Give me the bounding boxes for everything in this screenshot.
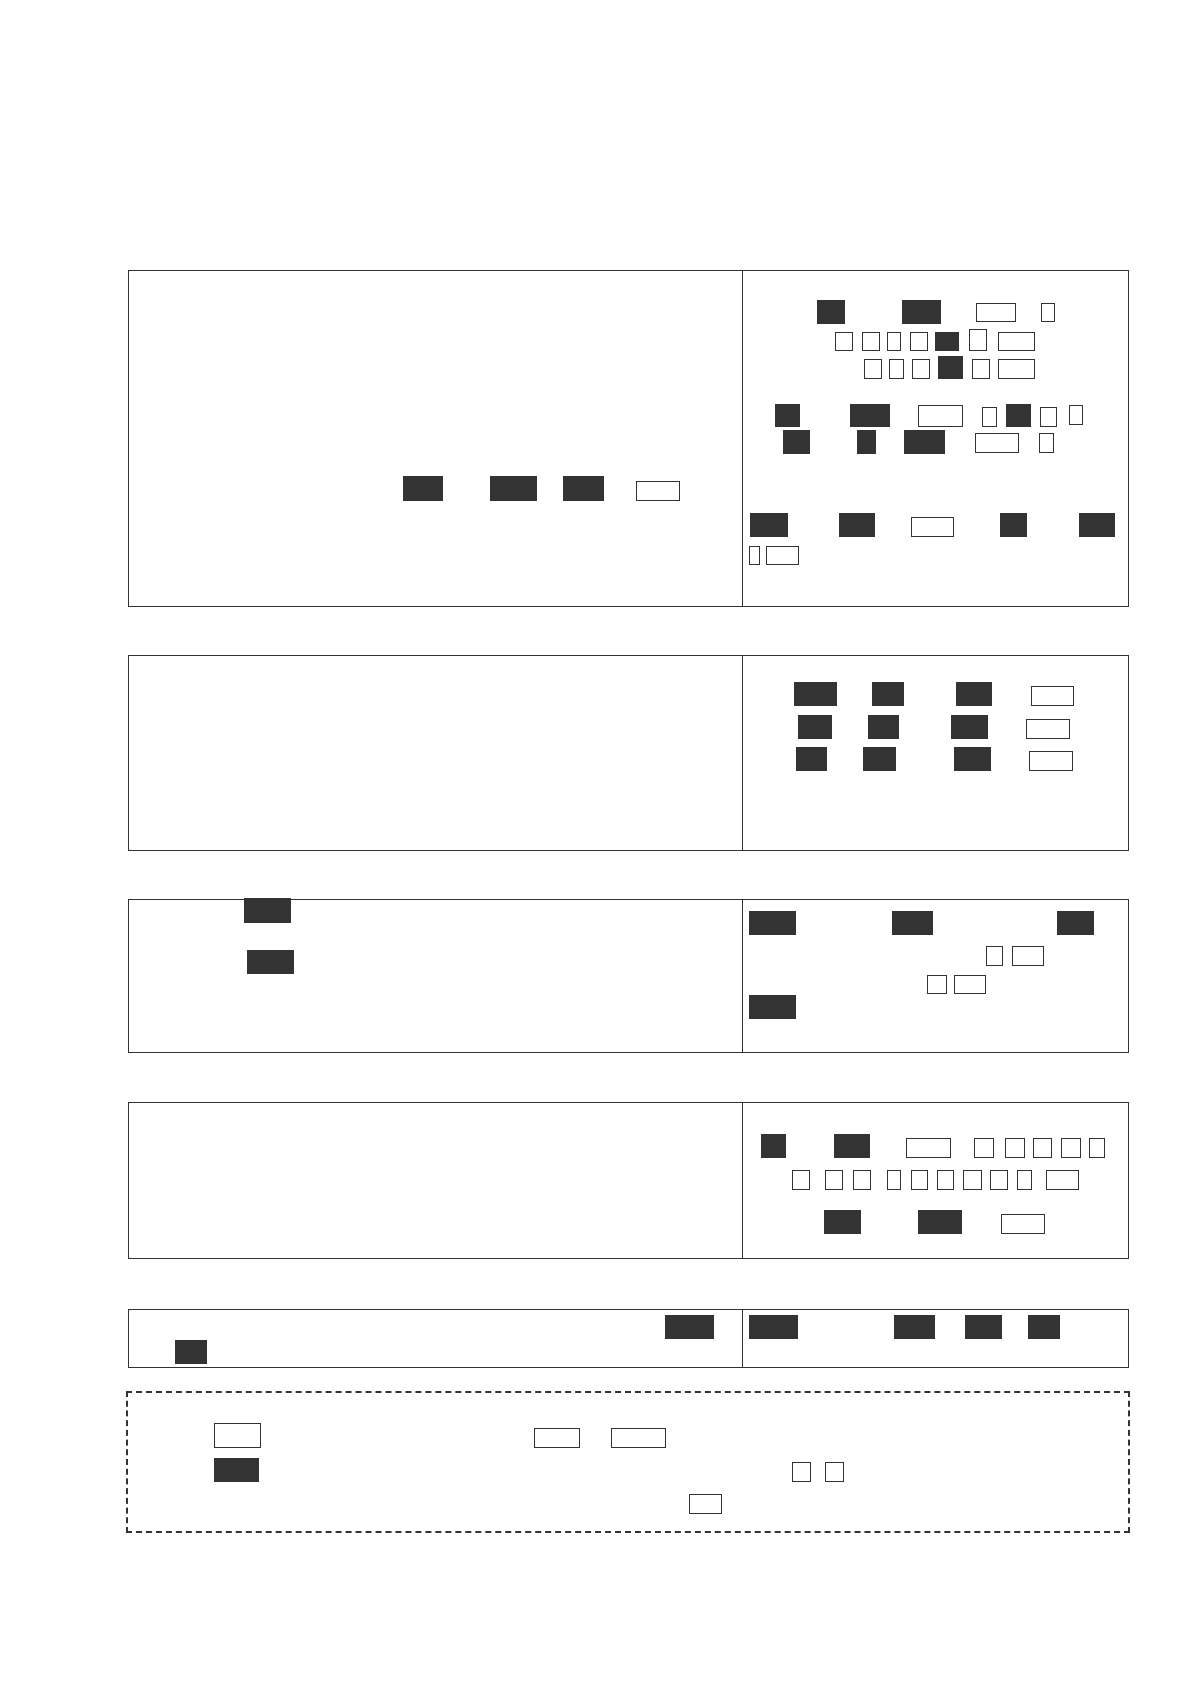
empty-checkbox[interactable] [792,1170,810,1190]
empty-checkbox[interactable] [792,1462,811,1482]
form-panel-5 [128,1309,1129,1368]
empty-checkbox[interactable] [910,332,928,351]
empty-checkbox[interactable] [825,1462,844,1482]
redacted-block [798,715,832,739]
empty-checkbox[interactable] [1033,1138,1052,1158]
empty-checkbox[interactable] [887,1170,901,1190]
redacted-block [824,1210,861,1234]
empty-checkbox[interactable] [969,329,987,351]
empty-checkbox[interactable] [982,407,997,427]
empty-checkbox[interactable] [749,546,760,565]
panel-1-divider [742,271,743,606]
redacted-block [1079,513,1115,537]
empty-checkbox[interactable] [912,359,930,379]
empty-field-box[interactable] [214,1423,261,1448]
redacted-block [794,682,837,706]
panel-3-divider [742,900,743,1052]
empty-field-box[interactable] [954,975,986,994]
redacted-block [817,300,845,324]
redacted-block [954,747,991,771]
empty-field-box[interactable] [1026,719,1070,739]
panel-4-divider [742,1103,743,1258]
panel-2-divider [742,656,743,850]
redacted-block [1000,513,1027,537]
empty-field-box[interactable] [1012,946,1044,966]
empty-checkbox[interactable] [986,946,1003,966]
redacted-block [244,898,291,923]
empty-field-box[interactable] [906,1138,951,1158]
redacted-block [775,404,800,427]
empty-checkbox[interactable] [862,332,880,351]
redacted-block [247,950,294,974]
redacted-block [956,682,992,706]
empty-field-box[interactable] [976,303,1016,322]
empty-field-box[interactable] [766,546,799,565]
redacted-block [749,1315,798,1339]
empty-checkbox[interactable] [864,359,882,379]
redacted-block [935,332,959,351]
redacted-block [868,715,899,739]
empty-checkbox[interactable] [911,1170,928,1190]
empty-field-box[interactable] [918,405,963,427]
panel-5-divider [742,1310,743,1367]
redacted-block [563,476,604,501]
note-box [126,1391,1130,1533]
empty-field-box[interactable] [998,359,1035,379]
redacted-block [749,911,796,935]
empty-checkbox[interactable] [963,1170,982,1190]
empty-checkbox[interactable] [974,1138,994,1158]
redacted-block [1028,1315,1060,1339]
redacted-block [918,1210,962,1234]
redacted-block [214,1458,259,1482]
empty-field-box[interactable] [911,517,954,537]
empty-field-box[interactable] [611,1428,666,1448]
redacted-block [863,747,896,771]
redacted-block [761,1134,786,1158]
redacted-block [665,1315,714,1339]
redacted-block [904,430,945,454]
redacted-block [1006,404,1031,427]
form-panel-4 [128,1102,1129,1259]
empty-field-box[interactable] [998,332,1035,351]
empty-field-box[interactable] [975,433,1019,453]
redacted-block [834,1134,870,1158]
redacted-block [783,430,810,454]
empty-field-box[interactable] [1031,686,1074,706]
redacted-block [857,430,876,454]
empty-field-box[interactable] [1029,751,1073,771]
empty-checkbox[interactable] [927,975,947,994]
redacted-block [403,476,443,501]
empty-field-box[interactable] [534,1428,580,1448]
empty-field-box[interactable] [1001,1214,1045,1234]
empty-checkbox[interactable] [1040,407,1057,427]
empty-field-box[interactable] [689,1494,722,1514]
empty-checkbox[interactable] [972,359,990,379]
redacted-block [1057,911,1094,935]
redacted-block [750,513,788,537]
redacted-block [938,356,963,379]
empty-checkbox[interactable] [835,332,853,351]
empty-checkbox[interactable] [1039,433,1054,453]
form-panel-3 [128,899,1129,1053]
form-panel-1 [128,270,1129,607]
redacted-block [839,513,875,537]
redacted-block [872,682,904,706]
empty-checkbox[interactable] [990,1170,1008,1190]
empty-checkbox[interactable] [825,1170,843,1190]
redacted-block [902,300,941,324]
empty-checkbox[interactable] [1041,303,1055,322]
redacted-block [749,995,796,1019]
empty-field-box[interactable] [1046,1170,1079,1190]
redacted-block [965,1315,1002,1339]
empty-checkbox[interactable] [889,359,904,379]
empty-checkbox[interactable] [937,1170,954,1190]
redacted-block [175,1340,207,1364]
redacted-block [850,404,890,427]
redacted-block [892,911,933,935]
empty-checkbox[interactable] [1005,1138,1025,1158]
empty-checkbox[interactable] [1017,1170,1032,1190]
empty-checkbox[interactable] [1061,1138,1081,1158]
empty-checkbox[interactable] [1089,1138,1105,1158]
empty-field-box[interactable] [636,481,680,501]
redacted-block [894,1315,935,1339]
empty-checkbox[interactable] [853,1170,871,1190]
redacted-block [951,715,988,739]
redacted-block [490,476,537,501]
empty-checkbox[interactable] [1069,405,1083,425]
redacted-block [796,747,827,771]
form-panel-2 [128,655,1129,851]
empty-checkbox[interactable] [887,332,901,351]
